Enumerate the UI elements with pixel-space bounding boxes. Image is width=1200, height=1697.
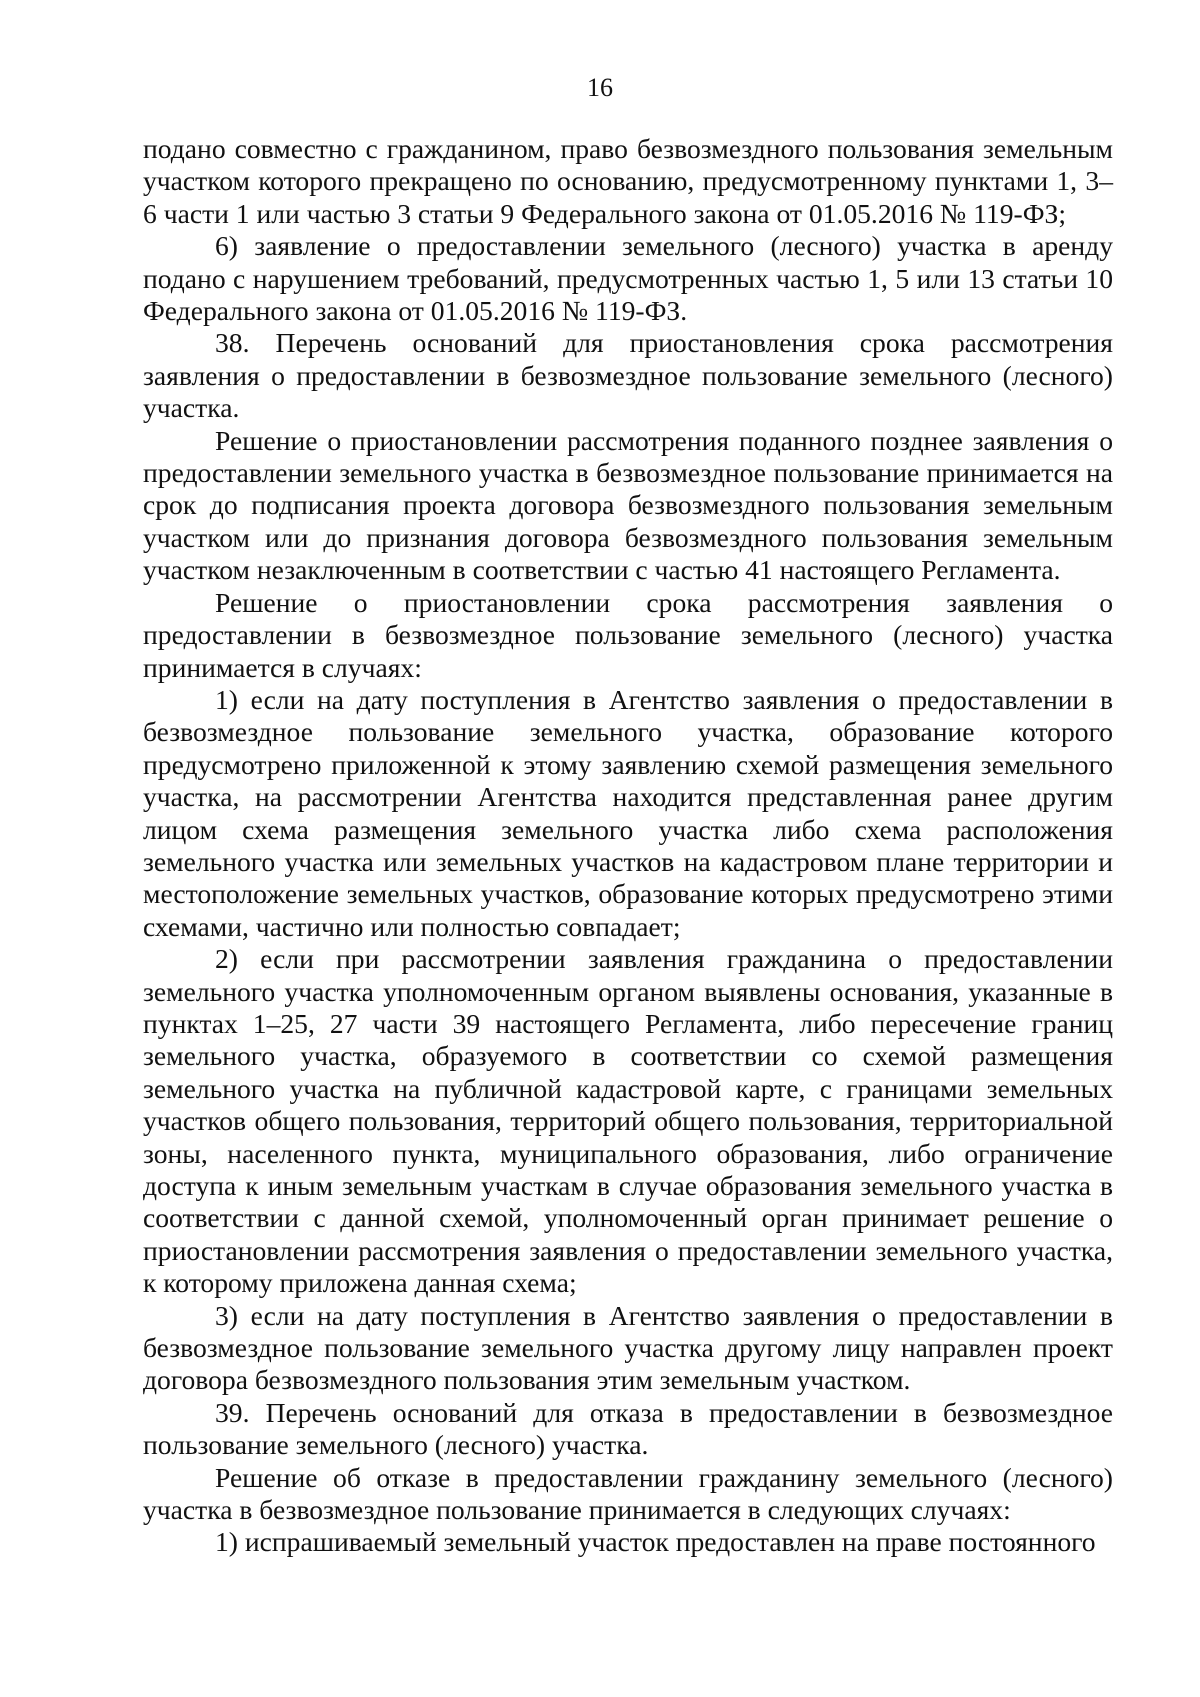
page-number: 16 bbox=[587, 73, 613, 102]
paragraph: 6) заявление о предоставлении земельного (лесного) участка в аренду подано с нарушением требований, предусмотренных частью 1, 5 или 13 статьи 10 Федерального закона от 01.05.2016 № 119-ФЗ. bbox=[143, 230, 1113, 327]
paragraph: 3) если на дату поступления в Агентство заявления о предоставлении в безвозмездное пользование земельного участка другому лицу направлен проект договора безвозмездного пользования этим земельным участком. bbox=[143, 1299, 1113, 1396]
paragraph: подано совместно с гражданином, право безвозмездного пользования земельным участком которого прекращено по основанию, предусмотренному пунктами 1, 3–6 части 1 или частью 3 статьи 9 Федерального закона от 01.05.2016 № 119-ФЗ; bbox=[143, 133, 1113, 229]
paragraph: 1) если на дату поступления в Агентство заявления о предоставлении в безвозмездное пользование земельного участка, образование которого предусмотрено приложенной к этому заявлению схемой размещения земельного участка, на рассмотрении Агентства находится представленная ранее другим лицом схема размещения земельного участка либо схема расположения земельного участка или земельных участков на кадастровом плане территории и местоположение земельных участков, образование которых предусмотрено этими схемами, частично или полностью совпадает; bbox=[143, 683, 1113, 942]
paragraph: 38. Перечень оснований для приостановления срока рассмотрения заявления о предоставлении в безвозмездное пользование земельного (лесного) участка. bbox=[143, 327, 1113, 424]
paragraph: 39. Перечень оснований для отказа в предоставлении в безвозмездное пользование земельного (лесного) участка. bbox=[143, 1396, 1113, 1461]
paragraph: 2) если при рассмотрении заявления гражданина о предоставлении земельного участка уполномоченным органом выявлены основания, указанные в пунктах 1–25, 27 части 39 настоящего Регламента, либо пересечение границ земельного участка, образуемого в соответствии со схемой размещения земельного участка на публичной кадастровой карте, с границами земельных участков общего пользования, территорий общего пользования, территориальной зоны, населенного пункта, муниципального образования, либо ограничение доступа к иным земельным участкам в случае образования земельного участка в соответствии с данной схемой, уполномоченный орган принимает решение о приостановлении рассмотрения заявления о предоставлении земельного участка, к которому приложена данная схема; bbox=[143, 943, 1113, 1299]
document-body bbox=[143, 133, 1113, 1559]
paragraph: Решение о приостановлении срока рассмотрения заявления о предоставлении в безвозмездное пользование земельного (лесного) участка принимается в случаях: bbox=[143, 586, 1113, 683]
paragraph: 1) испрашиваемый земельный участок предоставлен на праве постоянного bbox=[215, 1526, 1096, 1558]
paragraph: Решение об отказе в предоставлении гражданину земельного (лесного) участка в безвозмездное пользование принимается в следующих случаях: bbox=[143, 1461, 1113, 1526]
paragraph: Решение о приостановлении рассмотрения поданного позднее заявления о предоставлении земельного участка в безвозмездное пользование принимается на срок до подписания проекта договора безвозмездного пользования земельным участком или до признания договора безвозмездного пользования земельным участком незаключенным в соответствии с частью 41 настоящего Регламента. bbox=[143, 424, 1113, 586]
